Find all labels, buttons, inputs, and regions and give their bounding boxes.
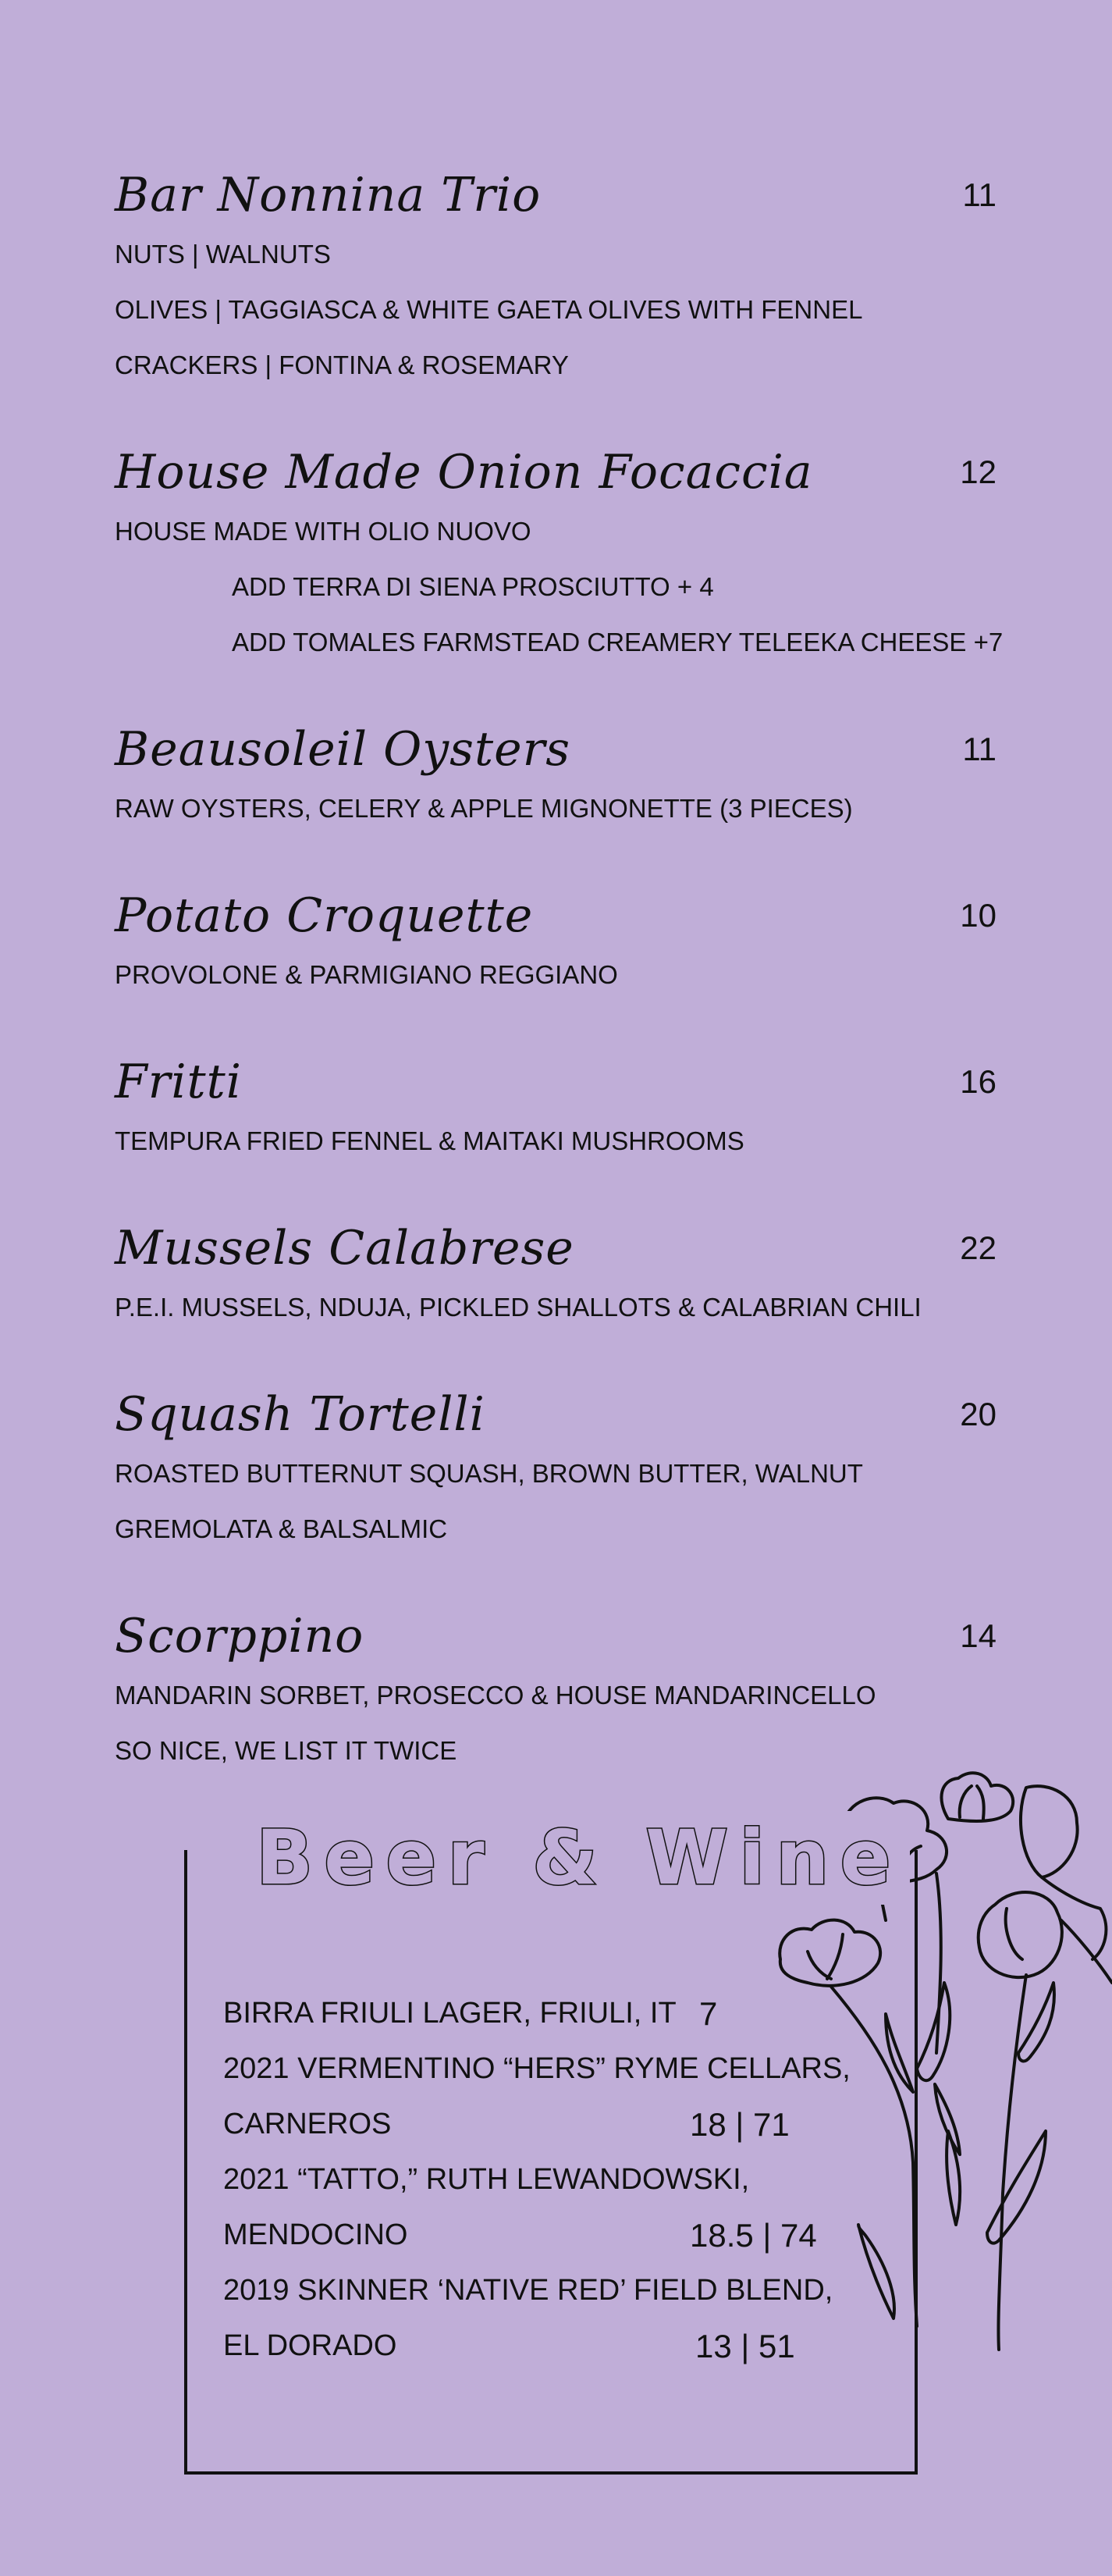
menu-item-addon: ADD TERRA DI SIENA PROSCIUTTO + 4 xyxy=(232,572,714,601)
menu-item-price: 20 xyxy=(960,1396,997,1432)
menu-item xyxy=(115,884,997,1002)
menu-item-name: Potato Croquette xyxy=(115,888,534,943)
wine-list-line xyxy=(223,2208,847,2263)
wine-item-text: MENDOCINO xyxy=(223,2218,408,2251)
menu-item-description: GREMOLATA & BALSALMIC xyxy=(115,1514,448,1543)
wine-list-line xyxy=(223,2263,847,2318)
wine-list-line xyxy=(223,2097,847,2152)
menu-item-name: Fritti xyxy=(115,1055,242,1109)
wine-item-text: EL DORADO xyxy=(223,2329,397,2362)
menu-item-description: PROVOLONE & PARMIGIANO REGGIANO xyxy=(115,960,618,989)
menu-item-description: CRACKERS | FONTINA & ROSEMARY xyxy=(115,350,569,379)
menu-item-description: OLIVES | TAGGIASCA & WHITE GAETA OLIVES WITH FENNEL xyxy=(115,295,863,324)
menu-item-price: 11 xyxy=(962,176,997,213)
wine-item-text: 2021 “TATTO,” RUTH LEWANDOWSKI, xyxy=(223,2163,750,2196)
menu-item-price: 14 xyxy=(960,1617,997,1654)
menu-item-name: Mussels Calabrese xyxy=(115,1221,574,1276)
menu-item-description: TEMPURA FRIED FENNEL & MAITAKI MUSHROOMS xyxy=(115,1126,744,1155)
menu-item-name: Scorppino xyxy=(115,1609,364,1663)
menu-item-description: P.E.I. MUSSELS, NDUJA, PICKLED SHALLOTS & CALABRIAN CHILI xyxy=(115,1293,922,1322)
menu-item-addon: ADD TOMALES FARMSTEAD CREAMERY TELEEKA CHEESE +7 xyxy=(232,628,1004,656)
menu-item xyxy=(115,164,997,393)
wine-item-price: 18.5 | 74 xyxy=(690,2217,817,2254)
menu-item-description: HOUSE MADE WITH OLIO NUOVO xyxy=(115,517,531,546)
menu-item-price: 12 xyxy=(960,454,997,490)
menu-item-name: Beausoleil Oysters xyxy=(115,722,571,777)
menu-item-name: Bar Nonnina Trio xyxy=(115,168,542,222)
wine-item-text: BIRRA FRIULI LAGER, FRIULI, IT xyxy=(223,1997,677,2030)
wine-item-price: 7 xyxy=(699,1995,718,2032)
wine-list-line xyxy=(223,2318,847,2374)
menu-item xyxy=(115,1383,997,1557)
wine-item-price: 18 | 71 xyxy=(690,2106,790,2143)
menu-item xyxy=(115,718,997,836)
menu-item-description: SO NICE, WE LIST IT TWICE xyxy=(115,1736,457,1765)
menu-item-description: MANDARIN SORBET, PROSECCO & HOUSE MANDARINCELLO xyxy=(115,1681,876,1710)
wine-item-text: CARNEROS xyxy=(223,2108,392,2140)
menu-item-price: 22 xyxy=(960,1229,997,1266)
wine-list-line xyxy=(223,2041,851,2097)
menu-item-name: Squash Tortelli xyxy=(115,1387,485,1442)
menu-item xyxy=(115,1217,997,1335)
menu-item-description: RAW OYSTERS, CELERY & APPLE MIGNONETTE (3 PIECES) xyxy=(115,794,853,823)
menu-item-name: House Made Onion Focaccia xyxy=(115,445,813,500)
menu-item xyxy=(115,1051,997,1169)
menu-item-price: 16 xyxy=(960,1063,997,1100)
wine-list-line xyxy=(223,1986,847,2041)
beer-wine-title: Beer & Wine xyxy=(248,1811,910,1905)
wine-item-text: 2019 SKINNER ‘NATIVE RED’ FIELD BLEND, xyxy=(223,2274,833,2307)
menu-item xyxy=(115,441,1004,670)
menu-item-description: ROASTED BUTTERNUT SQUASH, BROWN BUTTER, WALNUT xyxy=(115,1459,863,1488)
wine-item-price: 13 | 51 xyxy=(695,2328,795,2364)
wine-item-text: 2021 VERMENTINO “HERS” RYME CELLARS, xyxy=(223,2052,851,2085)
menu-item-description: NUTS | WALNUTS xyxy=(115,240,331,269)
wine-list xyxy=(223,1986,851,2374)
menu-item-price: 10 xyxy=(960,897,997,934)
menu-item-price: 11 xyxy=(962,731,997,767)
wine-list-line xyxy=(223,2152,847,2208)
